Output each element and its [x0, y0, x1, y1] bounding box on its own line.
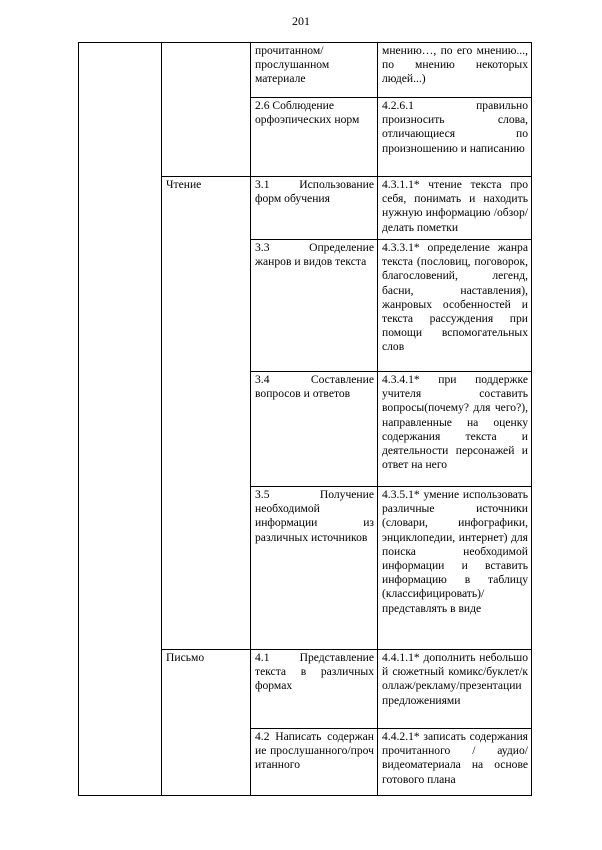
- subgoal-cell: 4.1 Представление текста в различных формах: [251, 650, 378, 729]
- subgoal-cell: 3.1 Использование форм обучения: [251, 177, 378, 240]
- subgoal-cell: 3.5 Получение необходимой информации из различных источников: [251, 487, 378, 650]
- objective-cell: 4.3.5.1* умение использовать различные источники (словари, инфографики, энциклопедии, интернет) для поиска необходимой информации и вставить информацию в таблицу (классифицировать)/ представлять в виде: [378, 487, 532, 650]
- strand-cell: Письмо: [162, 650, 251, 796]
- table-row: [79, 43, 532, 98]
- objective-cell: мнению…, по его мнению..., по мнению некоторых людей...): [378, 43, 532, 98]
- page-number: 201: [292, 14, 310, 28]
- subgoal-cell: 3.3 Определение жанров и видов текста: [251, 240, 378, 372]
- subgoal-cell: 3.4 Составление вопросов и ответов: [251, 372, 378, 487]
- objective-cell: 4.2.6.1 правильно произносить слова, отличающиеся по произношению и написанию: [378, 98, 532, 177]
- subgoal-cell: 2.6 Соблюдение орфоэпических норм: [251, 98, 378, 177]
- empty-cell: [79, 43, 162, 796]
- curriculum-table: [78, 42, 532, 796]
- objective-cell: 4.4.1.1* дополнить небольшой сюжетный комикс/буклет/коллаж/рекламу/презентации предложениями: [378, 650, 532, 729]
- objective-cell: 4.3.1.1* чтение текста про себя, понимать и находить нужную информацию /обзор/делать пометки: [378, 177, 532, 240]
- strand-cell: Чтение: [162, 177, 251, 650]
- objective-cell: 4.4.2.1* записать содержания прочитанного / аудио/видеоматериала на основе готового плана: [378, 729, 532, 796]
- strand-cell: [162, 43, 251, 177]
- objective-cell: 4.3.3.1* определение жанра текста (пословиц, поговорок, благословений, легенд, басни, наставления), жанровых особенностей и текста рассуждения при помощи вспомогательных слов: [378, 240, 532, 372]
- subgoal-cell: прочитанном/ прослушанном материале: [251, 43, 378, 98]
- subgoal-cell: 4.2 Написать содержание прослушанного/прочитанного: [251, 729, 378, 796]
- objective-cell: 4.3.4.1* при поддержке учителя составить вопросы(почему? для чего?), направленные на оценку содержания текста и деятельности персонажей и ответ на него: [378, 372, 532, 487]
